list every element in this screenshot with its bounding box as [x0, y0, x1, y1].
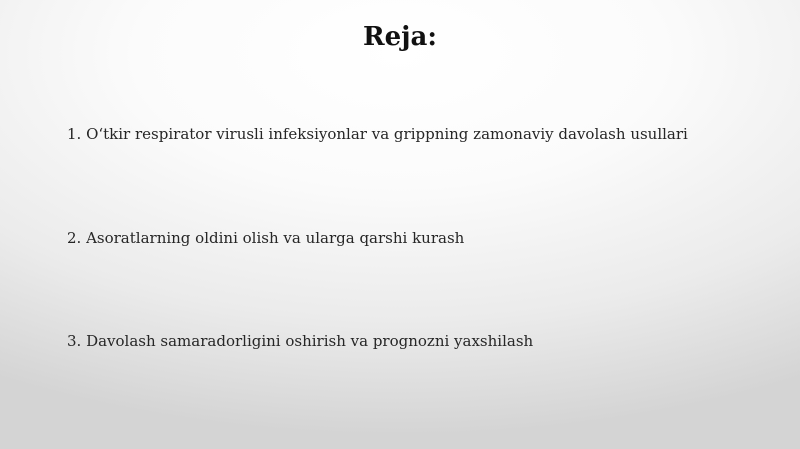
plan-item-1: 1. O‘tkir respirator virusli infeksiyonlar va grippning zamonaviy davolash usullari — [67, 125, 688, 143]
plan-item-3: 3. Davolash samaradorligini oshirish va prognozni yaxshilash — [67, 332, 534, 350]
slide-title: Reja: — [362, 22, 437, 52]
plan-item-2: 2. Asoratlarning oldini olish va ularga qarshi kurash — [67, 229, 465, 247]
